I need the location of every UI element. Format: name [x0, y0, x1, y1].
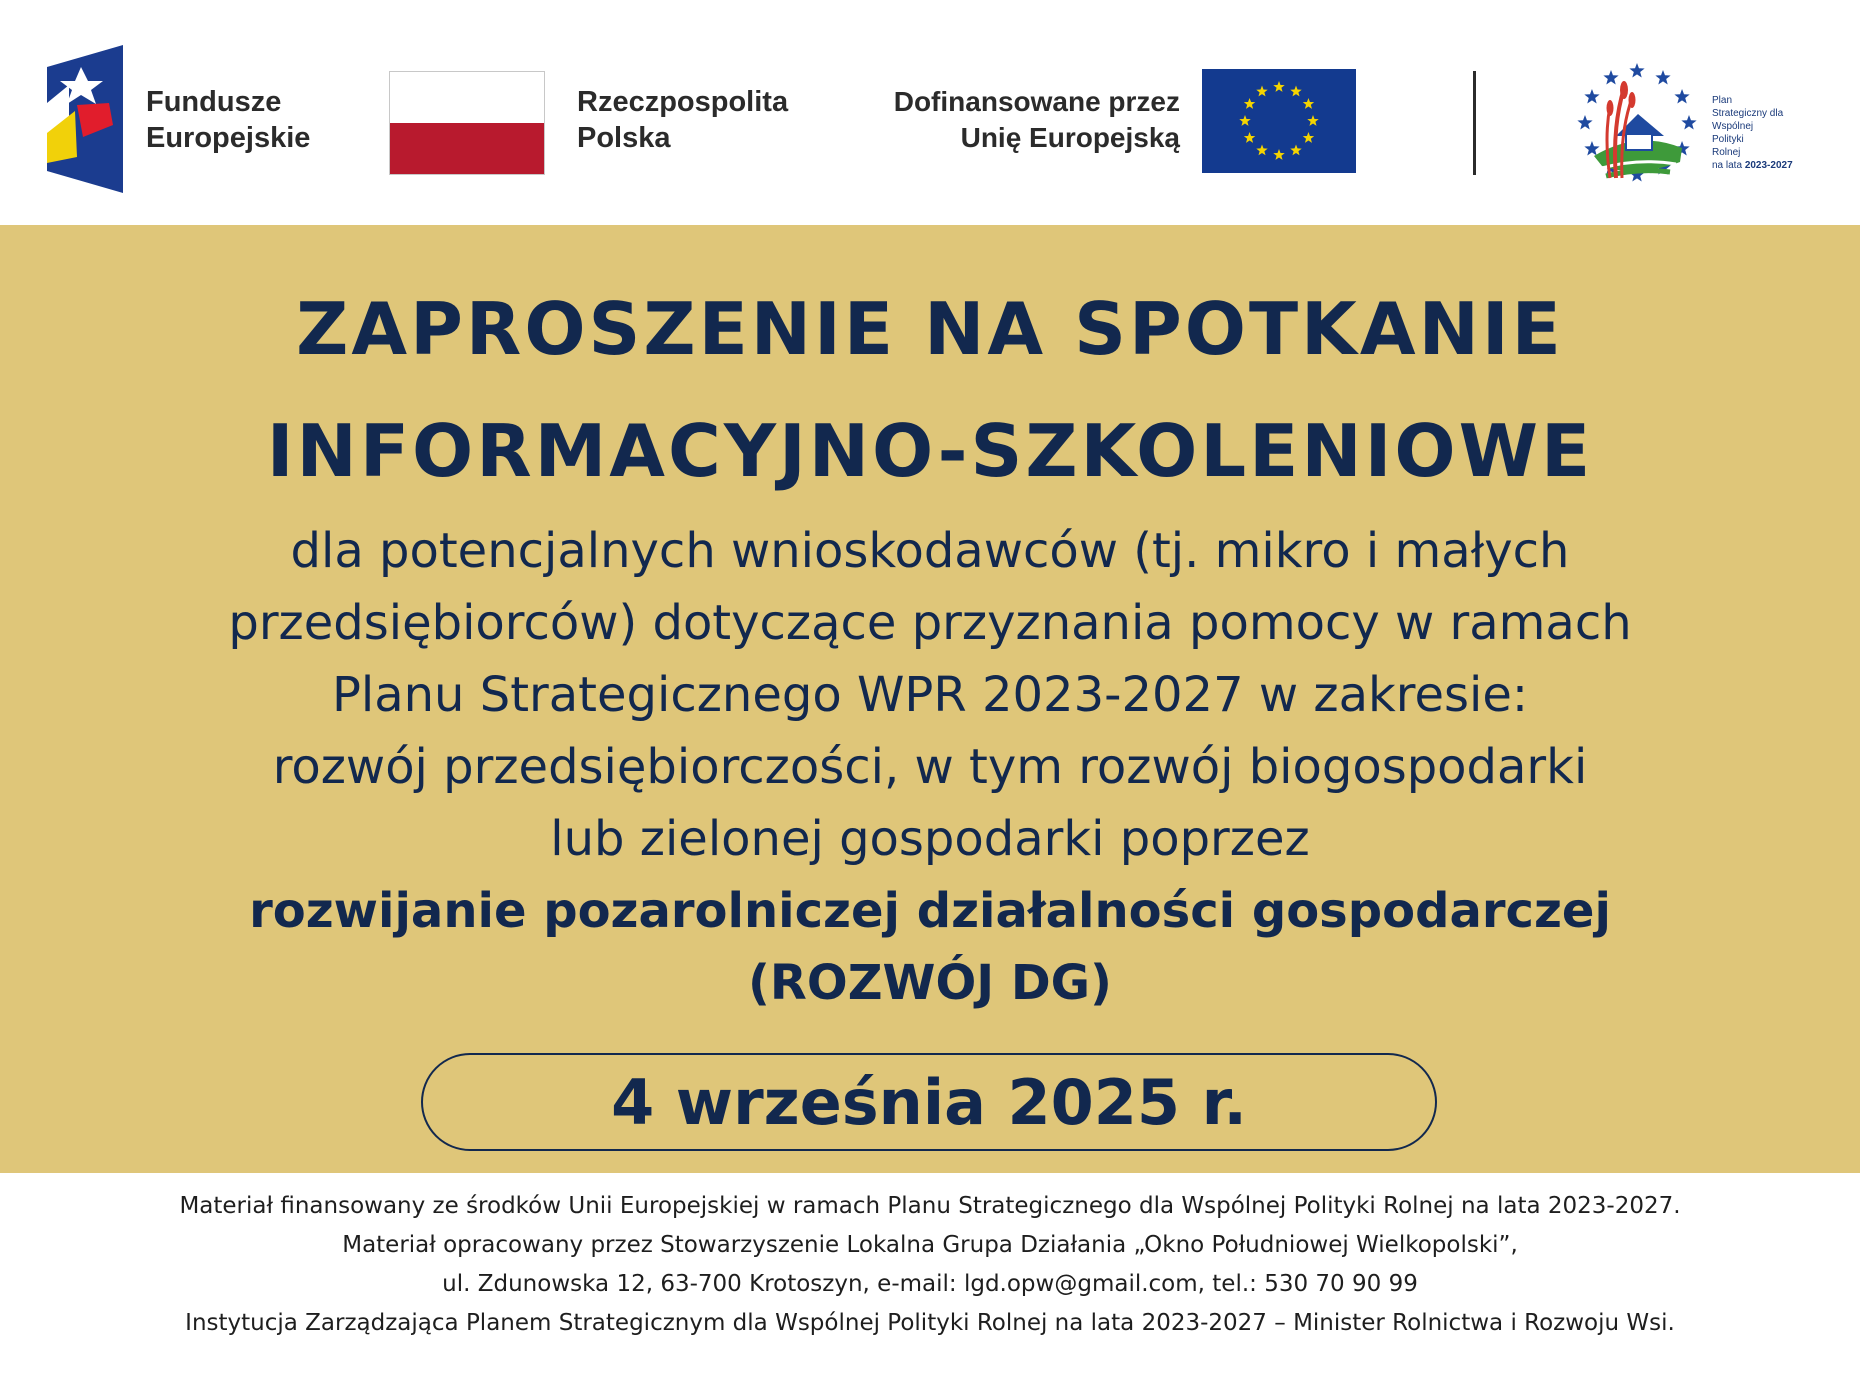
rzeczpospolita-line2: Polska: [577, 122, 671, 154]
fundusze-line1: Fundusze: [146, 86, 282, 118]
psp-star-icon: [1629, 63, 1644, 77]
psp-line-4: Rolnej: [1712, 147, 1741, 158]
body-bold-line-1: (ROZWÓJ DG): [747, 955, 1112, 1011]
psp-years-line: [1712, 159, 1793, 172]
body-line-1: przedsiębiorców) dotyczące przyznania pomocy w ramach: [228, 595, 1632, 651]
body-line-2: Planu Strategicznego WPR 2023-2027 w zakresie:: [331, 667, 1529, 723]
invitation-panel: [0, 225, 1860, 1173]
body-bold-line-0: rozwijanie pozarolniczej działalności gospodarczej: [249, 883, 1611, 939]
eu-flag-icon: [1202, 69, 1356, 173]
plan-strategiczny-logo-icon: [1572, 58, 1702, 188]
psp-star-icon: [1584, 141, 1599, 155]
invitation-body: [0, 515, 1860, 1019]
footer-line-0: Materiał finansowany ze środków Unii Europejskiej w ramach Planu Strategicznego dla Wspólnej Polityki Rolnej na lata 2023-2027.: [179, 1193, 1681, 1219]
psp-years: 2023-2027: [1744, 160, 1793, 171]
headline-line2: INFORMACYJNO-SZKOLENIOWE: [266, 409, 1594, 493]
eu-line1: Dofinansowane przez: [893, 86, 1180, 117]
fundusze-line2: Europejskie: [146, 122, 311, 154]
footer-line-3: Instytucja Zarządzająca Planem Strategicznym dla Wspólnej Polityki Rolnej na lata 2023-2027 – Minister Rolnictwa i Rozwoju Wsi.: [185, 1310, 1675, 1336]
headline-line1: ZAPROSZENIE NA SPOTKANIE: [296, 287, 1564, 371]
psp-line-0: Plan: [1712, 95, 1733, 106]
polish-flag-icon: [389, 71, 545, 175]
eu-cofinanced-label: [870, 84, 1180, 156]
footer-line-1: Materiał opracowany przez Stowarzyszenie Lokalna Grupa Działania „Okno Południowej Wielkopolski”,: [342, 1232, 1518, 1258]
psp-line-3: Polityki: [1712, 134, 1744, 145]
eu-line2: Unię Europejską: [960, 122, 1180, 153]
footer-line-2: ul. Zdunowska 12, 63-700 Krotoszyn, e-mail: lgd.opw@gmail.com, tel.: 530 70 90 99: [442, 1271, 1418, 1297]
psp-star-icon: [1584, 89, 1599, 103]
body-line-4: lub zielonej gospodarki poprzez: [550, 811, 1310, 867]
psp-star-icon: [1674, 89, 1689, 103]
psp-star-icon: [1603, 70, 1618, 84]
psp-years-prefix: na lata: [1712, 160, 1745, 171]
logo-divider: [1473, 71, 1476, 175]
psp-star-icon: [1655, 70, 1670, 84]
psp-star-icon: [1577, 115, 1592, 129]
psp-line-2: Wspólnej: [1712, 121, 1754, 132]
event-date: 4 września 2025 r.: [611, 1065, 1247, 1139]
rzeczpospolita-line1: Rzeczpospolita: [577, 86, 789, 118]
footer-notice: [0, 1173, 1860, 1380]
psp-star-icon: [1681, 115, 1696, 129]
body-line-0: dla potencjalnych wnioskodawców (tj. mikro i małych: [290, 523, 1570, 579]
body-line-3: rozwój przedsiębiorczości, w tym rozwój biogospodarki: [272, 739, 1588, 795]
rzeczpospolita-label: [577, 84, 788, 156]
plan-strategiczny-label: [1712, 94, 1793, 172]
logo-bar: [0, 0, 1860, 225]
fundusze-europejskie-label: [146, 84, 310, 156]
date-badge: [421, 1053, 1437, 1151]
fundusze-europejskie-logo-icon: [47, 45, 123, 193]
psp-line-1: Strategiczny dla: [1712, 108, 1784, 119]
